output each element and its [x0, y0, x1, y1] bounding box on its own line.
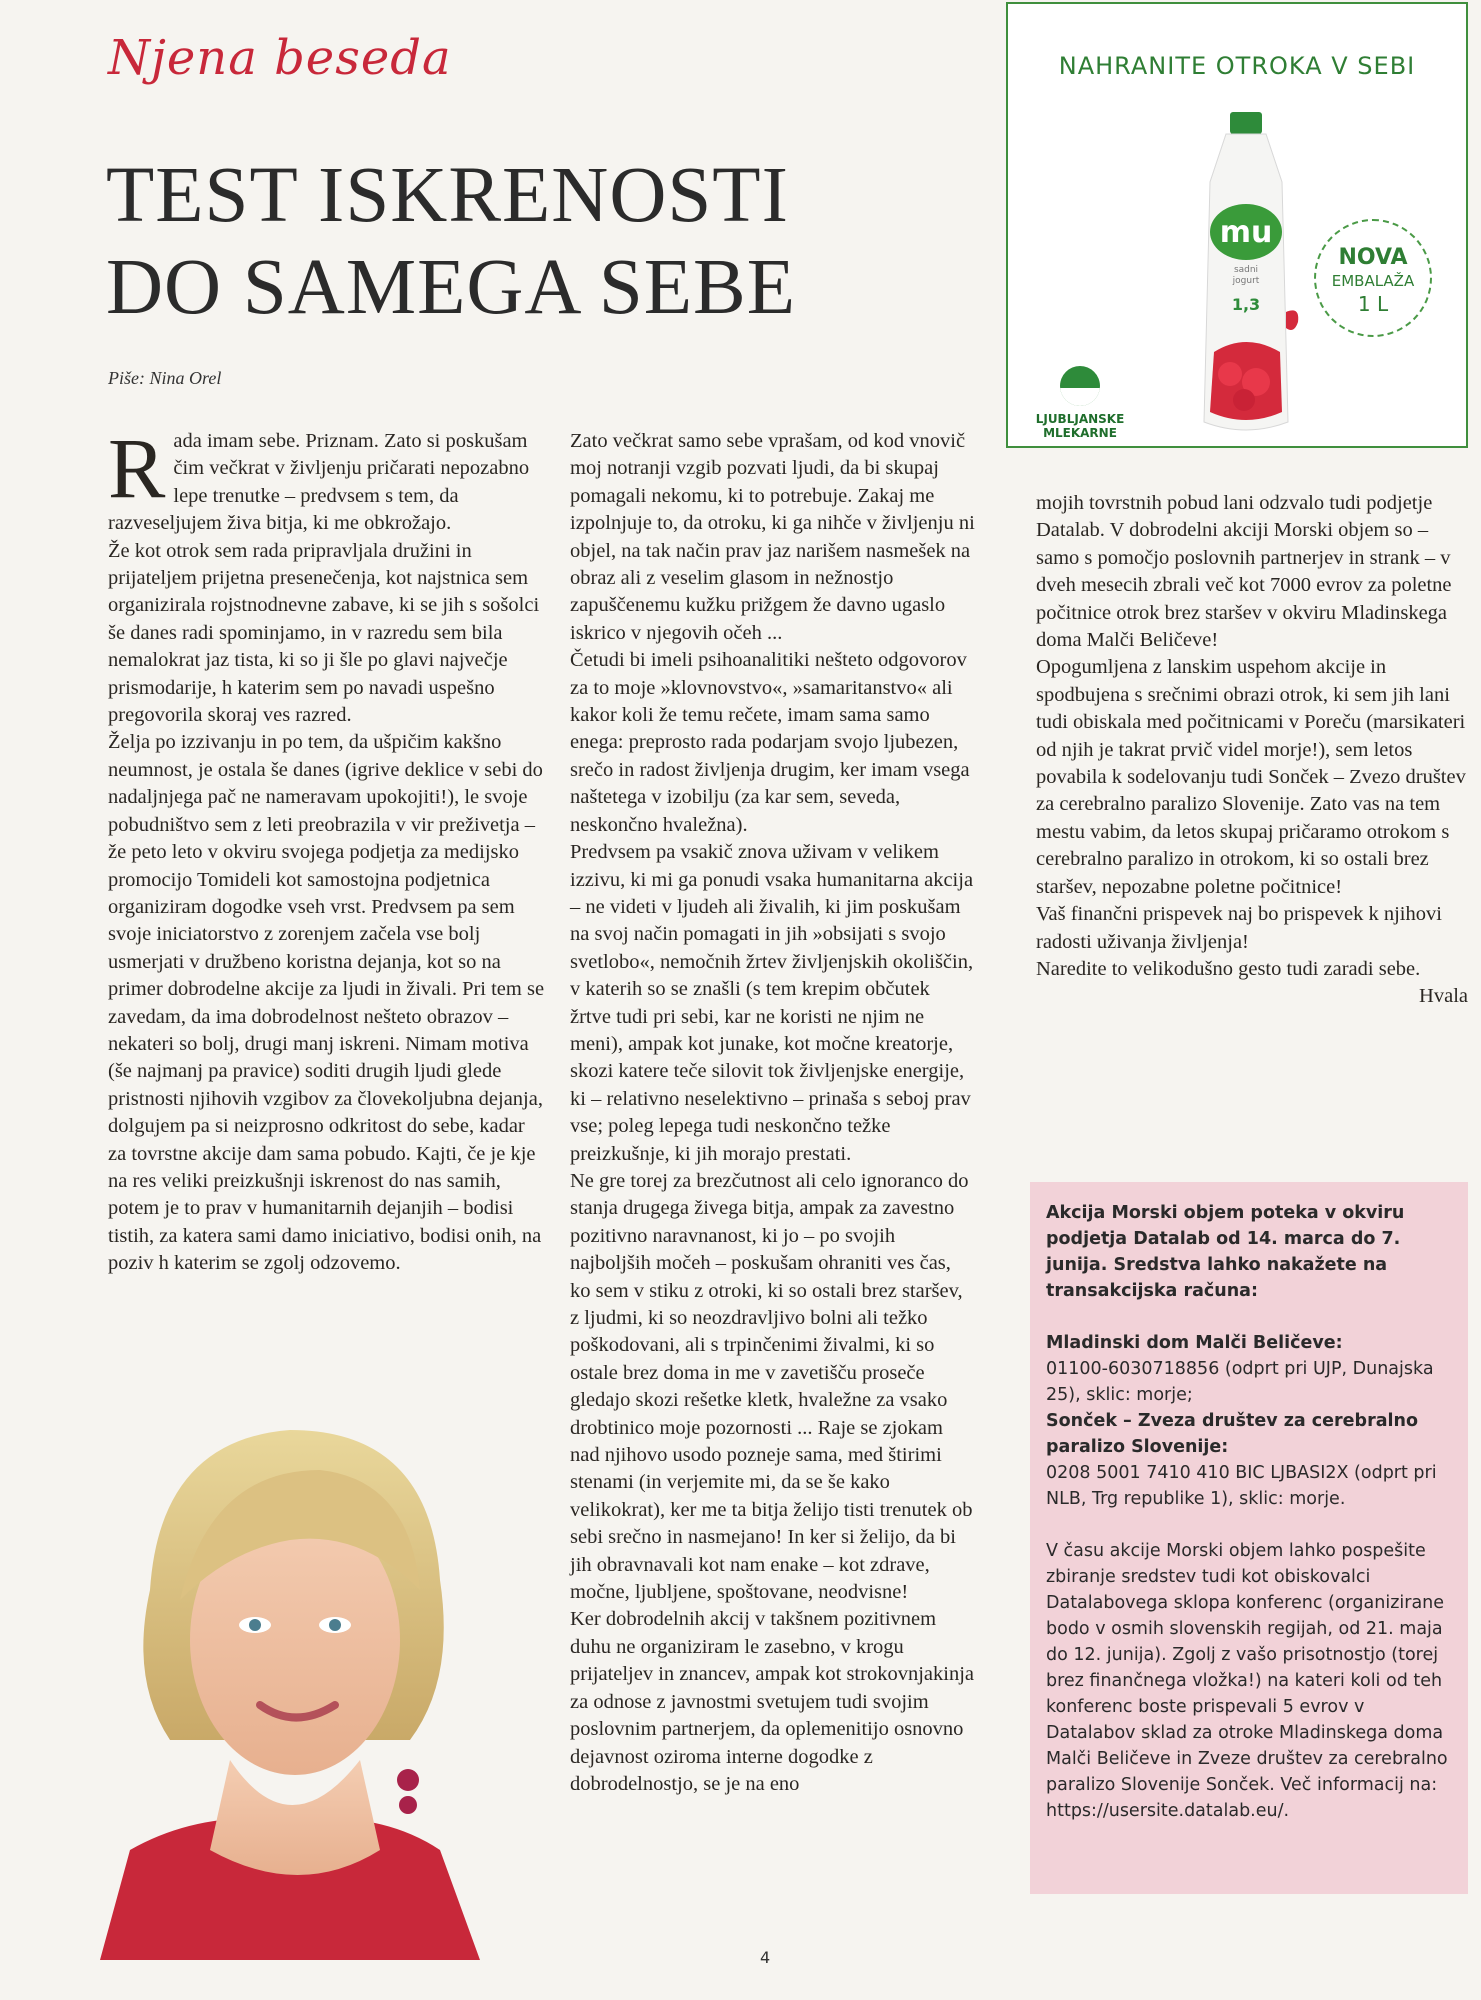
page-number: 4: [760, 1948, 771, 1967]
headline-line-1: TEST ISKRENOSTI: [106, 152, 789, 239]
paragraph: Že kot otrok sem rada pripravljala družini in prijateljem prijetna presenečenja, kot najstnica sem organizirala rojstnodnevne zabave, ki se jih s sošolci še danes radi spominjamo, in v razredu sem bila nemalokrat jaz tista, ki so ji šle po glavi največje prismodarije, h katerim sem po navadi uspešno pregovorila skoraj ves razred.: [108, 539, 540, 727]
paragraph: Opogumljena z lanskim uspehom akcije in spodbujena s srečnimi obrazi otrok, ki sem jih lani tudi obiskala med počitnicami v Poreču (marsikateri od njih je takrat prvič videl morje!), sem letos povabila k sodelovanju tudi Sonček – Zvezo društev za cerebralno paralizo Slovenije. Zato vas na tem mestu vabim, da letos skupaj pričaramo otrokom s cerebralno paralizo in otrokom, ki so ostali brez staršev, nepozabne poletne počitnice!: [1036, 656, 1466, 898]
paragraph: Ker dobrodelnih akcij v takšnem pozitivnem duhu ne organiziram le zasebno, v krogu prijateljev in znancev, ampak kot strokovnjakinja za odnose z javnostmi svetujem tudi svojim poslovnim partnerjem, da oplemenitijo osnovno dejavnost oziroma interne dogodke z dobrodelnostjo, se je na eno: [570, 1608, 974, 1795]
product-sub-2: jogurt: [1232, 276, 1260, 286]
account-2-name: Sonček – Zveza društev za cerebralno paralizo Slovenije:: [1046, 1411, 1418, 1457]
article-column-2: [570, 428, 975, 1798]
dairy-logo-icon: [1060, 366, 1100, 406]
drop-cap: R: [108, 420, 166, 516]
yogurt-bottle-image: [1186, 112, 1306, 438]
product-sub-1: sadni: [1233, 265, 1259, 275]
brand-line-2: MLEKARNE: [1043, 426, 1117, 440]
paragraph: Četudi bi imeli psihoanalitiki nešteto odgovorov za to moje »klovnovstvo«, »samaritanstvo« ali kakor koli že temu rečete, imam sama samo enega: preprosto rada podarjam svojo ljubezen, srečo in radost življenja drugim, ker imam vsega naštetega v izobilju (za kar sem, seveda, neskončno hvaležna).: [570, 649, 970, 836]
badge-line-3: 1 L: [1357, 292, 1389, 316]
paragraph: Predvsem pa vsakič znova uživam v velikem izzivu, ki mi ga ponudi vsaka humanitarna akcija – ne videti v ljudeh ali živalih, ki jim poskušam na svoj način pomagati in jih »obsijati s svojo svetlobo«, nemočnih žrtev življenjskih okoliščin, v katerih so se znašli (s tem krepim občutek žrtve tudi pri sebi, kar ne koristi ne njim ne meni), ampak kot junake, kot močne kreatorje, skozi katere teče silovit tok življenjske energije, ki – relativno neselektivno – prinaša s seboj prav vse; poleg lepega tudi neskončno težke preizkušnje, ki jih morajo prestati.: [570, 841, 974, 1165]
author-portrait-photo: [60, 1380, 540, 1960]
brand-line-1: LJUBLJANSKE: [1035, 412, 1125, 426]
paragraph: Želja po izzivanju in po tem, da ušpičim kakšno neumnost, je ostala še danes (igrive deklice v sebi do nadaljnjega pač ne nameravam upokojiti!), le svoje pobudništvo sem z leti preobrazila v vir preživetja – že peto leto v okviru svojega podjetja za medijsko promocijo Tomideli kot samostojna podjetnica organiziram dogodke vseh vrst. Predvsem pa sem svoje iniciatorstvo z zorenjem začela vse bolj usmerjati v družbeno koristna dejanja, kot so na primer dobrodelne akcije za ljudi in živali. Pri tem se zavedam, da ima dobrodelnost nešteto obrazov – nekateri so bolj, drugi manj iskreni. Nimam motiva (še najmanj pa pravice) soditi drugih ljudi glede pristnosti njihovih vzgibov za človekoljubna dejanja, dolgujem pa si neizprosno odkritost do sebe, kadar za tovrstne akcije dam sama pobudo. Kajti, če je kje na res veliki preizkušnji iskrenost do nas samih, potem je to prav v humanitarnih dejanjih – bodisi tistih, za katera sami damo iniciativo, bodisi onih, na poziv h katerim se zgolj odzovemo.: [108, 731, 545, 1275]
new-packaging-badge: [1314, 219, 1432, 337]
closing-thanks: Hvala: [1419, 985, 1468, 1008]
article-column-3: [1036, 490, 1468, 1011]
paragraph: mojih tovrstnih pobud lani odzvalo tudi podjetje Datalab. V dobrodelni akciji Morski objem so – samo s pomočjo poslovnih partnerjev in strank – v dveh mesecih zbrali več kot 7000 evrov za poletne počitnice otrok brez staršev v okviru Mladinskega doma Malči Beličeve!: [1036, 492, 1452, 652]
infobox-intro: Akcija Morski objem poteka v okviru podjetja Datalab od 14. marca do 7. junija. Sredstva lahko nakažete na transakcijska računa:: [1046, 1203, 1405, 1301]
section-rubric: Njena beseda: [108, 30, 452, 86]
account-2-details: 0208 5001 7410 410 BIC LJBASI2X (odprt pri NLB, Trg republike 1), sklic: morje.: [1046, 1463, 1437, 1509]
article-column-1: [108, 420, 548, 1278]
yogurt-advertisement: [1006, 2, 1468, 448]
account-1-details: 01100-6030718856 (odprt pri UJP, Dunajska 25), sklic: morje;: [1046, 1359, 1434, 1405]
paragraph: Zato večkrat samo sebe vprašam, od kod vnovič moj notranji vzgib pozvati ljudi, da bi skupaj pomagali nekomu, ki to potrebuje. Zakaj me izpolnjuje to, da otroku, ki ga nihče v življenju ni objel, na tak način prav jaz narišem nasmešek na obraz ali z veselim glasom in nežnostjo zapuščenemu kužku prižgem že davno ugaslo iskrico v njegovih očeh ...: [570, 430, 975, 644]
badge-line-1: NOVA: [1338, 245, 1408, 270]
paragraph: Vaš finančni prispevek naj bo prispevek k njihovi radosti uživanja življenja!: [1036, 903, 1442, 953]
donation-info-box: [1030, 1182, 1468, 1894]
paragraph: Ne gre torej za brezčutnost ali celo ignoranco do stanja drugega živega bitja, ampak za zavestno pozitivno naravnanost, ki jo – po svojih najboljših močeh – poskušam ohraniti ves čas, ko sem v stiku z otroki, ki so ostali brez staršev, z ljudmi, ki so neozdravljivo bolni ali težko poškodovani, ali s trpinčenimi živalmi, ki so ostale brez doma in me v zavetišču proseče gledajo skozi rešetke kletk, hvaležne za vsako drobtinico moje pozornosti ... Raje se zjokam nad njihovo usodo pozneje sama, med štirimi stenami (in verjemite mi, da se še kako velikokrat), ker me ta bitja želijo tisti trenutek ob sebi srečno in nasmejano! In ker si želijo, da bi jih obravnavali kot nam enake – kot zdrave, močne, ljubljene, spoštovane, neodvisne!: [570, 1169, 973, 1604]
product-fat: 1,3: [1231, 295, 1261, 314]
paragraph: Rada imam sebe. Priznam. Zato si poskušam čim večkrat v življenju pričarati nepozabno lepe trenutke – predvsem s tem, da razveseljujem živa bitja, ki me obkrožajo.: [108, 420, 530, 535]
badge-line-2: EMBALAŽA: [1331, 272, 1415, 290]
account-1-name: Mladinski dom Malči Beličeve:: [1046, 1333, 1343, 1353]
author-byline: Piše: Nina Orel: [108, 368, 222, 388]
article-headline: [106, 150, 966, 334]
ad-title: NAHRANITE OTROKA V SEBI: [1058, 52, 1416, 80]
product-name: mu: [1219, 215, 1273, 250]
paragraph: Naredite to velikodušno gesto tudi zaradi sebe.: [1036, 957, 1421, 980]
infobox-outro: V času akcije Morski objem lahko pospešite zbiranje sredstev tudi kot obiskovalci Datalabovega sklopa konferenc (organizirane bodo v osmih slovenskih regijah, od 21. maja do 12. junija). Zgolj z vašo prisotnostjo (torej brez finančnega vložka!) na kateri koli od teh konferenc boste prispevali 5 evrov v Datalabov sklad za otroke Mladinskega doma Malči Beličeve in Zveze društev za cerebralno paralizo Slovenije Sonček. Več informacij na: https://usersite.datalab.eu/.: [1046, 1541, 1448, 1821]
headline-line-2: DO SAMEGA SEBE: [106, 244, 796, 331]
dairy-brand-logo: [1020, 366, 1140, 440]
